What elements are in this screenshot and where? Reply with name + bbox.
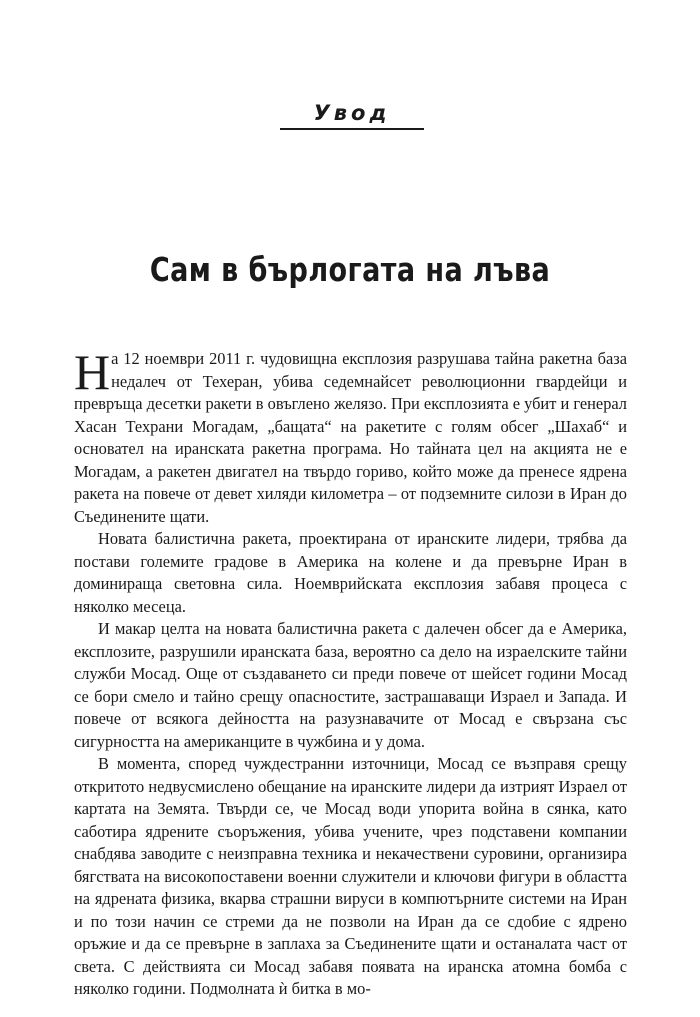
body-text	[74, 344, 627, 1001]
paragraph-1	[74, 344, 627, 528]
paragraph-3: И макар целта на новата балистична ракета с далечен обсег да е Америка, експлозите, разрушили иранската база, вероятно са дело на израелските тайни служби Мосад. Още от създаването си преди повече от шейсет години Мосад се бори смело и тайно срещу опасностите, застрашаващи Израел и Запада. И повече от всякога дейността на разузнавачите от Мосад е свързана със сигурността на американците в чужбина и у дома.	[74, 619, 627, 751]
paragraph-4: В момента, според чуждестранни източници, Мосад се възправя срещу откритото недвусмислено обещание на иранските лидери да изтрият Израел от картата на Земята. Твърди се, че Мосад води упорита война в сянка, като саботира ядрените съоръжения, убива учените, чрез подставени компании снабдява заводите с неизправна техника и некачествени суровини, организира бягствата на високопоставени военни служители и ключови фигури в областта на ядрената физика, вкарва страшни вируси в компютърните системи на Иран и по този начин се стреми да не позволи на Иран да се сдобие с ядрено оръжие и да се превърне в заплаха за Съединените щати и останалата част от света. С действията си Мосад забавя появата на иранска атомна бомба с няколко години. Подмолната ѝ битка в мо-	[74, 754, 627, 998]
section-underline	[280, 128, 424, 130]
drop-cap: Н	[74, 344, 111, 400]
paragraph-2: Новата балистична ракета, проектирана от иранските лидери, трябва да постави големите градове в Америка на колене и да превърне Иран в доминираща световна сила. Ноемврийската експлозия забавя процеса с няколко месеца.	[74, 529, 627, 616]
section-label: Увод	[313, 101, 391, 125]
chapter-title: Сам в бърлогата на лъва	[149, 250, 551, 289]
paragraph-1-text: а 12 ноември 2011 г. чудовищна експлозия разрушава тайна ракетна база недалеч от Техеран, убива седемнайсет революционни гвардейци и превръща десетки ракети в овъглено желязо. При експлозията е убит и генерал Хасан Техрани Могадам, „бащата“ на ракетите с голям обсег „Шахаб“ и основател на иранската ракетна програма. Но тайната цел на акцията не е Могадам, а ракетен двигател на твърдо гориво, който може да пренесе ядрена ракета на повече от девет хиляди километра – от подземните силози в Иран до Съединените щати.	[74, 349, 627, 526]
